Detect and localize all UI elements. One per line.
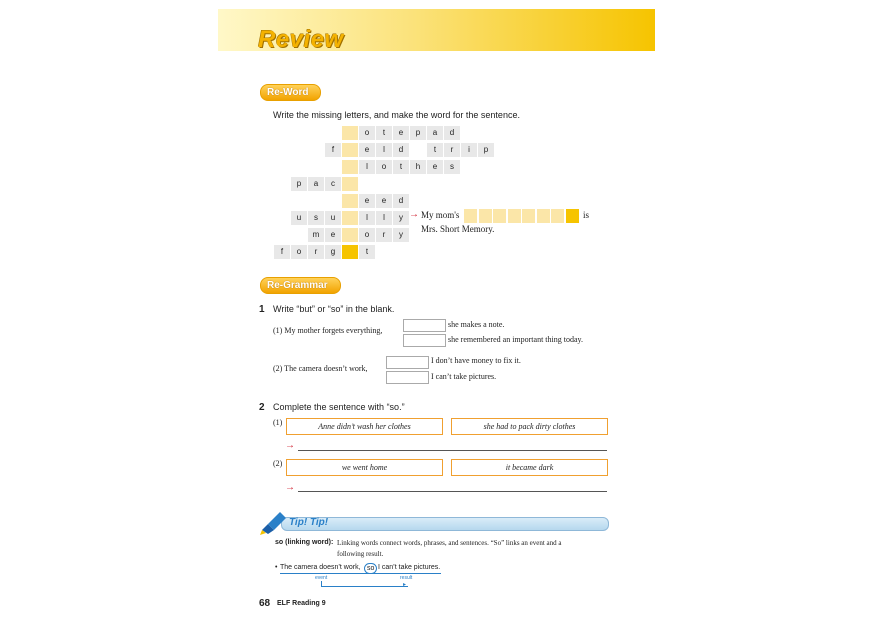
arrow-icon: →: [285, 440, 295, 451]
q2-item2-answer-line[interactable]: [298, 491, 607, 492]
q2-instruction: Complete the sentence with “so.”: [273, 402, 405, 412]
q2-item2-left-box: we went home: [286, 459, 443, 476]
crossword-letter-cell: e: [427, 160, 443, 174]
example-so: so: [364, 563, 377, 574]
q1-item1-b: she remembered an important thing today.: [448, 335, 583, 344]
crossword-letter-cell: e: [376, 194, 392, 208]
q2-item1-right-box: she had to pack dirty clothes: [451, 418, 608, 435]
highlighter-icon: [258, 506, 288, 536]
reword-instruction: Write the missing letters, and make the word for the sentence.: [273, 110, 520, 120]
page-title: Review: [258, 26, 344, 53]
q1-item2-b: I can’t take pictures.: [431, 372, 497, 381]
crossword-letter-cell: t: [376, 126, 392, 140]
crossword-letter-cell: p: [478, 143, 494, 157]
crossword-letter-cell: y: [393, 228, 409, 242]
crossword-letter-cell: r: [444, 143, 460, 157]
q2-item1-answer-line[interactable]: [298, 450, 607, 451]
q1-item2-a: I don’t have money to fix it.: [431, 356, 521, 365]
crossword-letter-cell: e: [359, 143, 375, 157]
crossword-letter-cell: s: [308, 211, 324, 225]
crossword-letter-cell: a: [427, 126, 443, 140]
crossword-letter-cell: o: [359, 126, 375, 140]
label-event: event: [315, 575, 328, 581]
tip-bar: [281, 517, 609, 531]
crossword-letter-cell: e: [325, 228, 341, 242]
crossword-letter-cell: d: [444, 126, 460, 140]
crossword-letter-cell: m: [308, 228, 324, 242]
crossword-letter-cell: l: [359, 211, 375, 225]
sentence-start: My mom's: [421, 210, 460, 220]
crossword-letter-cell: o: [359, 228, 375, 242]
crossword-letter-cell: l: [359, 160, 375, 174]
crossword-blank-cell[interactable]: [342, 228, 358, 242]
crossword-letter-cell: o: [376, 160, 392, 174]
q1-item1-label: (1) My mother forgets everything,: [273, 326, 383, 335]
crossword-letter-cell: d: [393, 143, 409, 157]
answer-cell[interactable]: [493, 209, 506, 223]
q1-item1-blank-b[interactable]: [403, 334, 446, 347]
crossword-letter-cell: e: [393, 126, 409, 140]
crossword-blank-cell[interactable]: [342, 177, 358, 191]
answer-cell[interactable]: [479, 209, 492, 223]
crossword-letter-cell: l: [376, 211, 392, 225]
crossword-letter-cell: r: [376, 228, 392, 242]
crossword-letter-cell: f: [274, 245, 290, 259]
answer-cell[interactable]: [551, 209, 564, 223]
arrow-icon: →: [409, 209, 419, 220]
crossword-letter-cell: f: [325, 143, 341, 157]
tip-definition-2: following result.: [337, 550, 384, 558]
crossword-letter-cell: u: [291, 211, 307, 225]
crossword-letter-cell: t: [359, 245, 375, 259]
q2-item2-number: (2): [273, 459, 283, 468]
page-number: 68: [259, 598, 271, 609]
crossword-letter-cell: r: [308, 245, 324, 259]
crossword-letter-cell: d: [393, 194, 409, 208]
example-underline: [280, 573, 441, 574]
crossword-letter-cell: t: [393, 160, 409, 174]
answer-cell[interactable]: [464, 209, 477, 223]
q2-item1-number: (1): [273, 418, 283, 427]
crossword-blank-cell[interactable]: [342, 211, 358, 225]
tip-term: so (linking word):: [275, 539, 334, 546]
reword-pill: Re-Word: [260, 84, 321, 101]
crossword-letter-cell: p: [291, 177, 307, 191]
answer-cell[interactable]: [508, 209, 521, 223]
crossword-letter-cell: p: [410, 126, 426, 140]
tip-title: Tip! Tip!: [289, 517, 329, 528]
crossword-blank-cell[interactable]: [342, 160, 358, 174]
label-result: result: [400, 575, 413, 581]
crossword-letter-cell: c: [325, 177, 341, 191]
regrammar-pill: Re-Grammar: [260, 277, 341, 294]
event-result-connector: [321, 581, 408, 587]
tip-definition-1: Linking words connect words, phrases, and sentences. “So” links an event and a: [337, 539, 562, 547]
crossword-blank-cell[interactable]: [342, 143, 358, 157]
crossword-letter-cell: e: [359, 194, 375, 208]
example-after: I can’t take pictures.: [378, 564, 441, 571]
answer-cell[interactable]: [537, 209, 550, 223]
crossword-letter-cell: i: [461, 143, 477, 157]
sentence-line2: Mrs. Short Memory.: [421, 224, 495, 234]
q1-item2-blank-b[interactable]: [386, 371, 429, 384]
example-before: The camera doesn’t work,: [280, 564, 361, 571]
q1-item2-label: (2) The camera doesn’t work,: [273, 364, 368, 373]
q1-item1-blank-a[interactable]: [403, 319, 446, 332]
crossword-letter-cell: a: [308, 177, 324, 191]
book-title: ELF Reading 9: [277, 600, 326, 607]
crossword-blank-cell[interactable]: [342, 126, 358, 140]
crossword-letter-cell: u: [325, 211, 341, 225]
crossword-blank-cell[interactable]: [342, 194, 358, 208]
q2-number: 2: [259, 402, 265, 413]
crossword-letter-cell: y: [393, 211, 409, 225]
q1-item1-a: she makes a note.: [448, 320, 505, 329]
crossword-letter-cell: h: [410, 160, 426, 174]
q1-number: 1: [259, 304, 265, 315]
q2-item2-right-box: it became dark: [451, 459, 608, 476]
answer-cell[interactable]: [522, 209, 535, 223]
q1-instruction: Write “but” or “so” in the blank.: [273, 304, 395, 314]
arrow-icon: →: [285, 482, 295, 493]
crossword-letter-cell: s: [444, 160, 460, 174]
arrow-icon: ▸: [403, 582, 407, 588]
q1-item2-blank-a[interactable]: [386, 356, 429, 369]
q2-item1-left-box: Anne didn’t wash her clothes: [286, 418, 443, 435]
sentence-end: is: [583, 210, 590, 220]
crossword-letter-cell: t: [427, 143, 443, 157]
example-bullet: •: [275, 564, 278, 571]
crossword-letter-cell: l: [376, 143, 392, 157]
crossword-letter-cell: g: [325, 245, 341, 259]
crossword-letter-cell: o: [291, 245, 307, 259]
crossword-blank-cell[interactable]: [342, 245, 358, 259]
answer-cell[interactable]: [566, 209, 579, 223]
